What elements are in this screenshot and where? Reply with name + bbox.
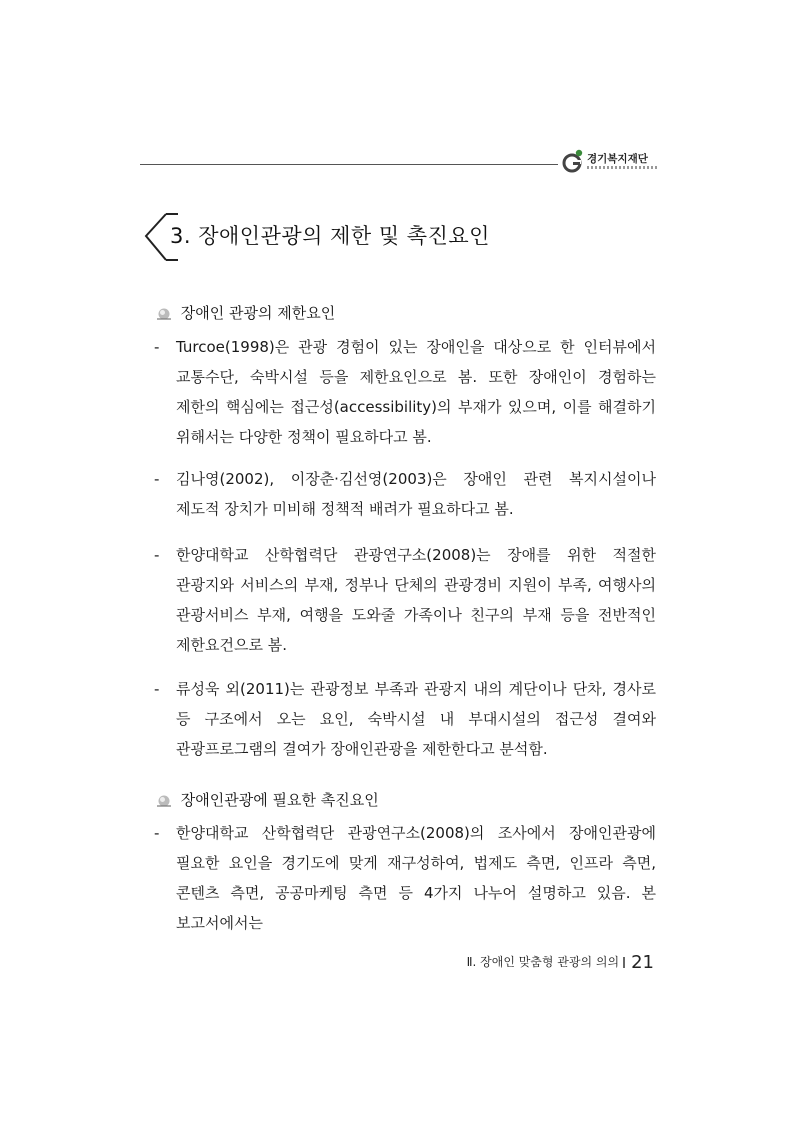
list-item-marker: - — [154, 338, 160, 356]
list-item — [150, 464, 656, 524]
foundation-logo-icon — [562, 148, 584, 174]
list-item-text: 한양대학교 산학협력단 관광연구소(2008)의 조사에서 장애인관광에 필요한 요인을 경기도에 맞게 재구성하여, 법제도 측면, 인프라 측면, 콘텐츠 측면, 공공마케팅 측면 등 4가지 나누어 설명하고 있음. 본 보고서에서는 — [176, 824, 656, 932]
list-item-marker: - — [154, 824, 160, 842]
list-item-text: 한양대학교 산학협력단 관광연구소(2008)는 장애를 위한 적절한 관광지와 서비스의 부재, 정부나 단체의 관광경비 지원이 부족, 여행사의 관광서비스 부재, 여행을 도와줄 가족이나 친구의 부재 등을 전반적인 제한요건으로 봄. — [176, 546, 656, 654]
foundation-logo — [562, 148, 662, 176]
list-item-text: 류성욱 외(2011)는 관광정보 부족과 관광지 내의 계단이나 단차, 경사로 등 구조에서 오는 요인, 숙박시설 내 부대시설의 접근성 결여와 관광프로그램의 결여가 장애인관광을 제한한다고 분석함. — [176, 680, 656, 758]
header-rule — [140, 164, 558, 165]
list-item — [150, 540, 656, 660]
list-item-text: 김나영(2002), 이장춘·김선영(2003)은 장애인 관련 복지시설이나 제도적 장치가 미비해 정책적 배려가 필요하다고 봄. — [176, 470, 656, 518]
list-item — [150, 674, 656, 764]
footer-divider — [623, 957, 625, 968]
subsection-heading — [156, 789, 379, 810]
foundation-subtitle — [587, 166, 659, 169]
list-item-marker: - — [154, 680, 160, 698]
list-item-marker: - — [154, 546, 160, 564]
list-item — [150, 818, 656, 938]
section-title: 3. 장애인관광의 제한 및 촉진요인 — [170, 224, 490, 248]
list-item — [150, 332, 656, 452]
list-item-text: Turcoe(1998)은 관광 경험이 있는 장애인을 대상으로 한 인터뷰에서 교통수단, 숙박시설 등을 제한요인으로 봄. 또한 장애인이 경험하는 제한의 핵심에는 접근성(accessibility)의 부재가 있으며, 이를 해결하기 위해서는 다양한 정책이 필요하다고 봄. — [176, 338, 656, 446]
subsection-heading-text: 장애인관광에 필요한 촉진요인 — [180, 791, 379, 809]
footer-chapter: Ⅱ. 장애인 맞춤형 관광의 의의 — [466, 955, 620, 969]
page-number: 21 — [631, 952, 654, 973]
foundation-name: 경기복지재단 — [587, 153, 648, 165]
sphere-bullet-icon — [156, 793, 172, 807]
page-footer — [467, 952, 654, 973]
subsection-heading — [156, 302, 335, 323]
list-item-marker: - — [154, 470, 160, 488]
sphere-bullet-icon — [156, 306, 172, 320]
subsection-heading-text: 장애인 관광의 제한요인 — [180, 304, 336, 322]
